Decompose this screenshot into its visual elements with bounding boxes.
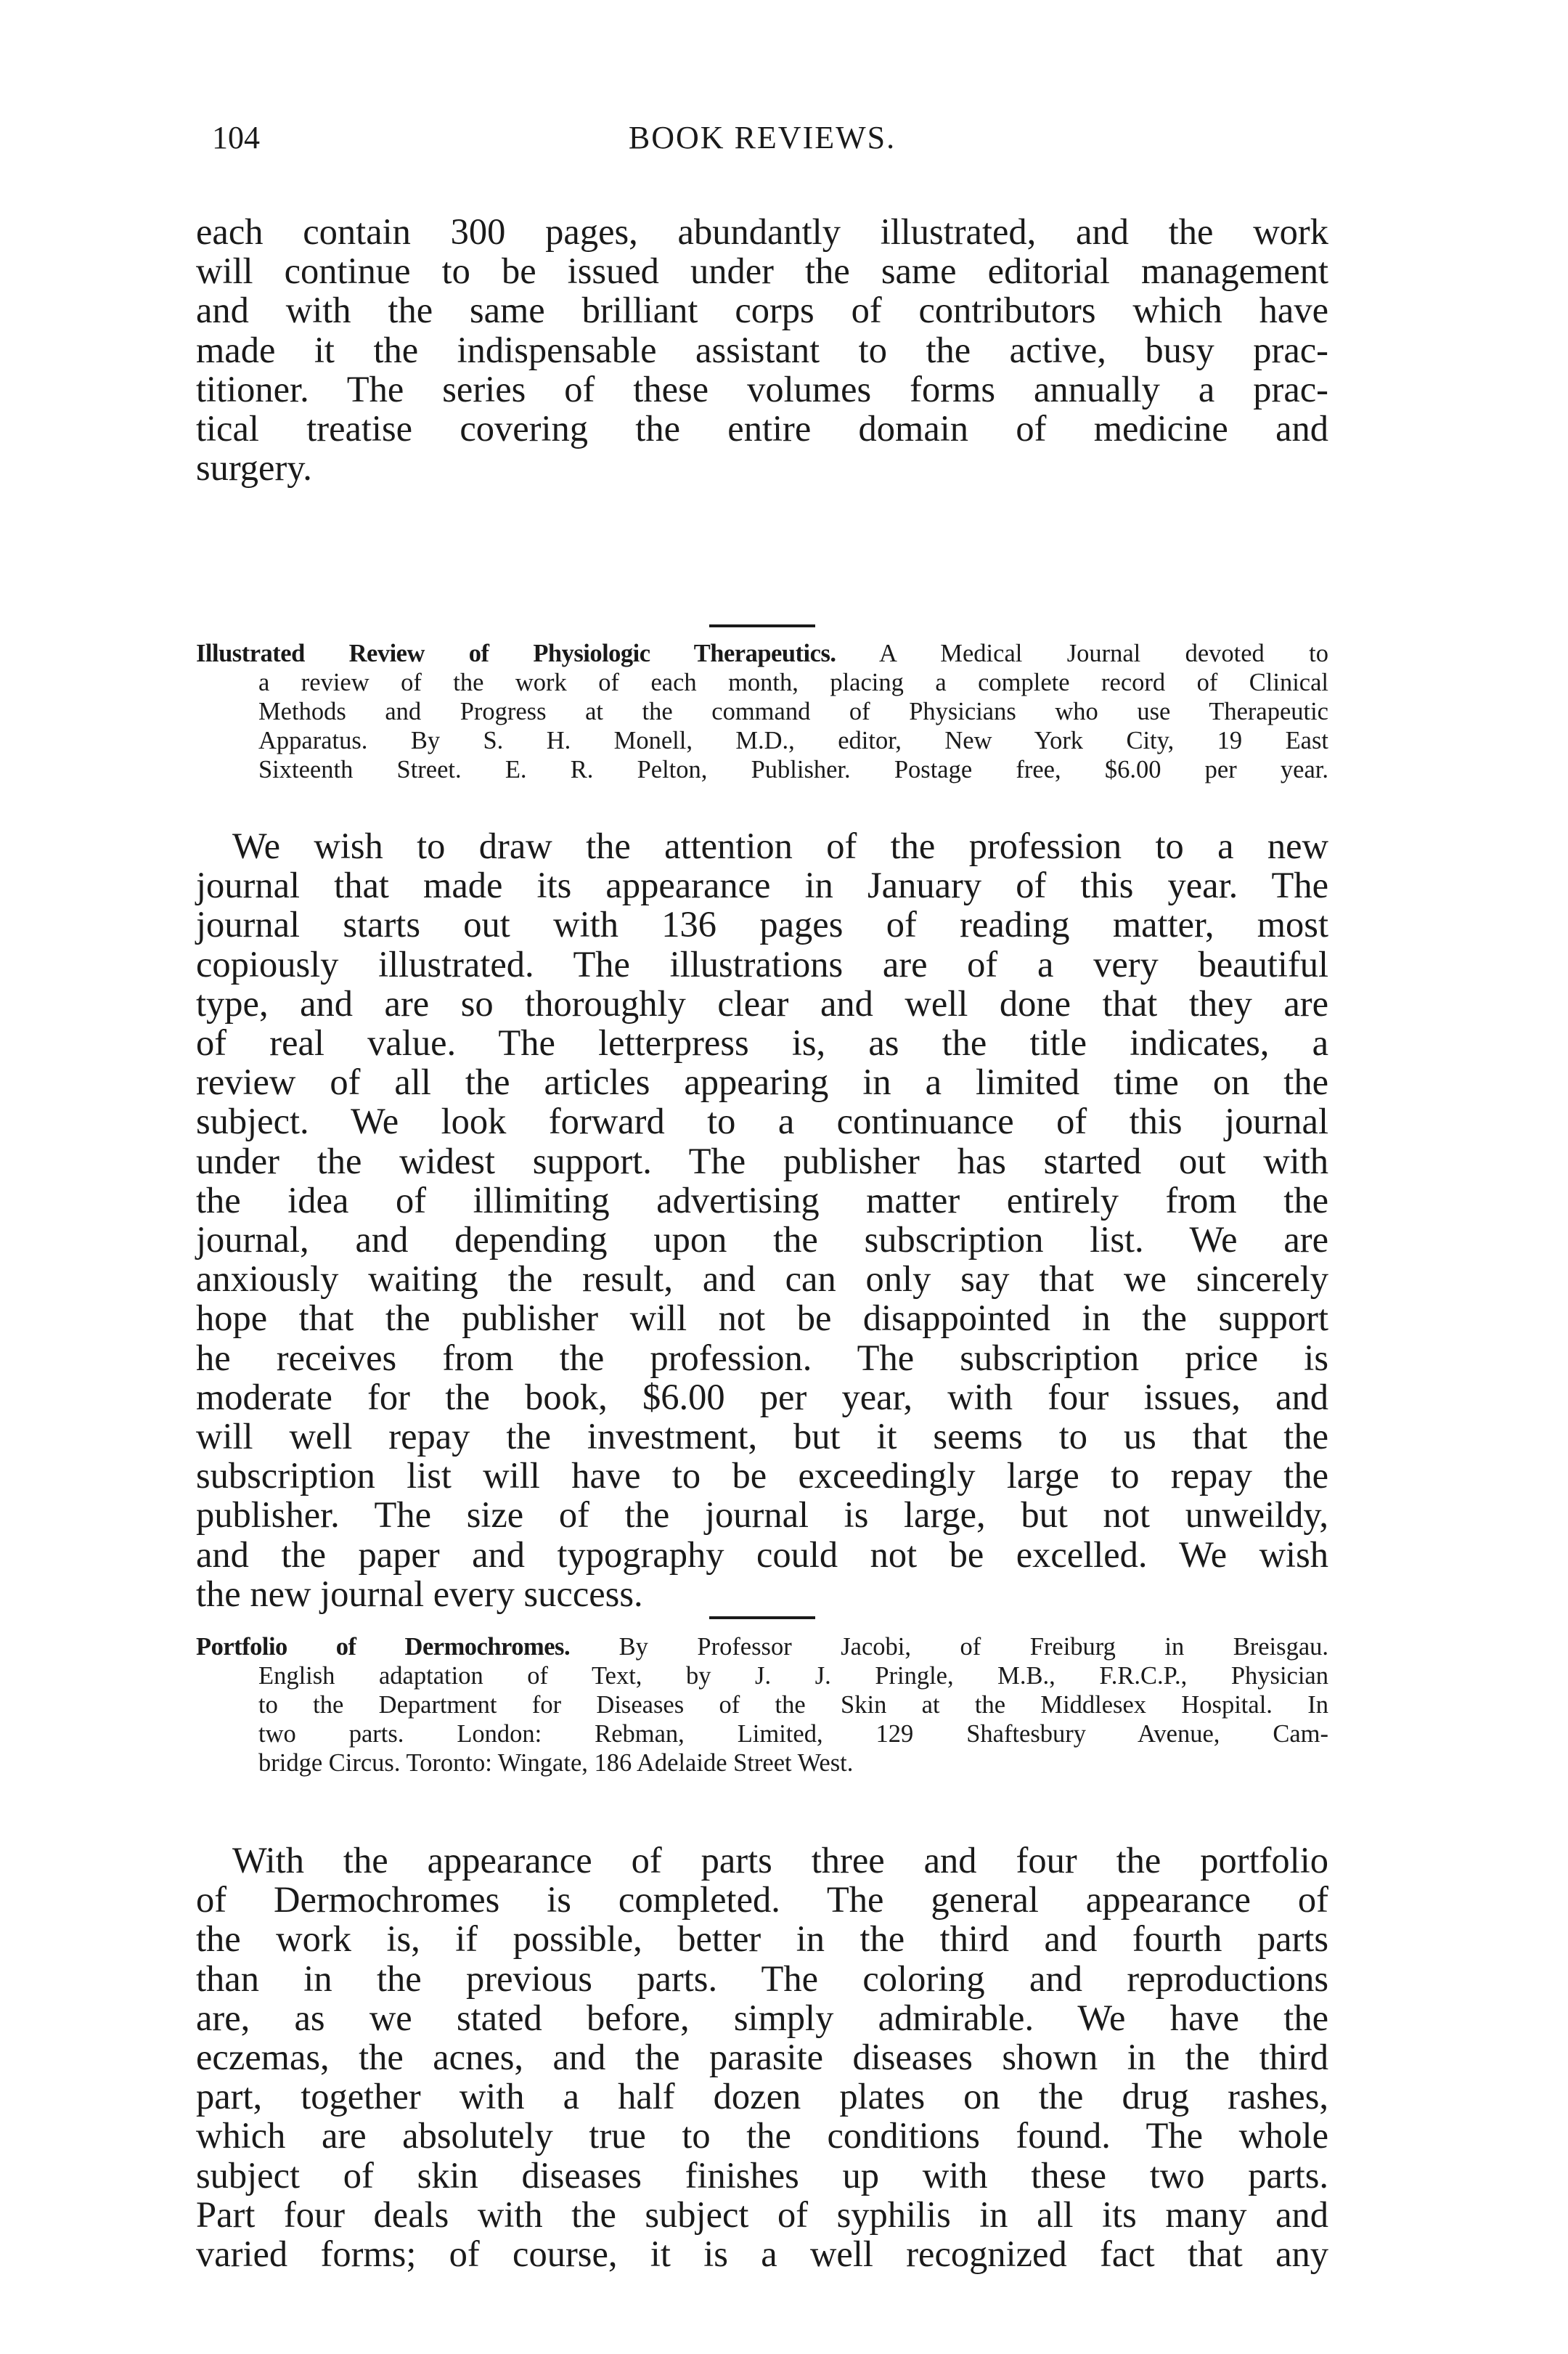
section-divider — [709, 624, 815, 627]
text-line: subject of skin diseases finishes up with these two parts. — [196, 2154, 1328, 2196]
running-header — [196, 109, 1328, 167]
review-paragraph — [196, 826, 1328, 1613]
text-line: the new journal every success. — [196, 1573, 643, 1614]
book-page — [196, 109, 1329, 2275]
text-line: journal that made its appearance in January of this year. The — [196, 865, 1328, 906]
text-line: With the appearance of parts three and four the portfolio — [232, 1840, 1328, 1881]
citation-line: Methods and Progress at the command of Physicians who use Therapeutic — [258, 698, 1328, 725]
citation-line: a review of the work of each month, placing a complete record of Clinical — [258, 669, 1328, 696]
text-line: moderate for the book, $6.00 per year, with four issues, and — [196, 1376, 1328, 1417]
citation-text: By Professor Jacobi, of Freiburg in Breisgau. — [618, 1633, 1329, 1661]
text-line: of real value. The letterpress is, as the title indicates, a — [196, 1022, 1328, 1064]
text-line: varied forms; of course, it is a well recognized fact that any — [196, 2233, 1328, 2275]
text-line: hope that the publisher will not be disappointed in the support — [196, 1298, 1328, 1339]
text-line: We wish to draw the attention of the profession to a new — [232, 826, 1328, 866]
review-paragraph — [196, 1841, 1328, 2273]
citation-title: Portfolio of Dermochromes. — [196, 1633, 571, 1661]
text-line: each contain 300 pages, abundantly illustrated, and the work — [196, 211, 1328, 252]
citation-title: Illustrated Review of Physiologic Therapeutics. — [196, 640, 836, 667]
text-line: of Dermochromes is completed. The general appearance of — [196, 1879, 1328, 1921]
citation-line — [196, 1632, 1328, 1661]
text-line: Part four deals with the subject of syphilis in all its many and — [196, 2194, 1328, 2235]
section-divider — [709, 1616, 815, 1619]
citation-line: two parts. London: Rebman, Limited, 129 Shaftesbury Avenue, Cam- — [258, 1720, 1328, 1748]
text-line: he receives from the profession. The subscription price is — [196, 1337, 1328, 1378]
citation-line — [196, 639, 1328, 668]
text-line: are, as we stated before, simply admirable. We have the — [196, 1997, 1328, 2038]
text-line: made it the indispensable assistant to the active, busy prac- — [196, 329, 1328, 370]
text-line: than in the previous parts. The coloring and reproductions — [196, 1958, 1328, 1999]
text-line: eczemas, the acnes, and the parasite diseases shown in the third — [196, 2037, 1328, 2078]
review-paragraph-continued — [196, 212, 1328, 487]
text-line: which are absolutely true to the conditions found. The whole — [196, 2115, 1328, 2157]
text-line: subject. We look forward to a continuance of this journal — [196, 1101, 1328, 1142]
text-line: subscription list will have to be exceedingly large to repay the — [196, 1455, 1328, 1496]
text-line: the idea of illimiting advertising matter entirely from the — [196, 1179, 1328, 1221]
text-line: journal, and depending upon the subscription list. We are — [196, 1219, 1328, 1261]
citation-line: Sixteenth Street. E. R. Pelton, Publisher. Postage free, $6.00 per year. — [258, 756, 1328, 783]
text-line: surgery. — [196, 447, 312, 489]
text-line: anxiously waiting the result, and can only say that we sincerely — [196, 1258, 1328, 1300]
text-line: tical treatise covering the entire domain of medicine and — [196, 408, 1328, 449]
page-number: 104 — [212, 120, 260, 155]
citation-text: A Medical Journal devoted to — [878, 640, 1328, 667]
citation-line: English adaptation of Text, by J. J. Pringle, M.B., F.R.C.P., Physician — [258, 1662, 1328, 1690]
book-citation — [196, 639, 1328, 784]
text-line: review of all the articles appearing in a limited time on the — [196, 1062, 1328, 1103]
citation-line: Apparatus. By S. H. Monell, M.D., editor, New York City, 19 East — [258, 727, 1328, 754]
book-citation — [196, 1632, 1328, 1777]
citation-line: to the Department for Diseases of the Skin at the Middlesex Hospital. In — [258, 1691, 1328, 1719]
citation-line: bridge Circus. Toronto: Wingate, 186 Adelaide Street West. — [258, 1749, 854, 1777]
text-line: under the widest support. The publisher has started out with — [196, 1140, 1328, 1181]
text-line: publisher. The size of the journal is large, but not unweildy, — [196, 1494, 1328, 1536]
text-line: copiously illustrated. The illustrations are of a very beautiful — [196, 943, 1328, 985]
text-line: the work is, if possible, better in the third and fourth parts — [196, 1918, 1328, 1960]
text-line: will continue to be issued under the same editorial management — [196, 251, 1328, 292]
text-line: and with the same brilliant corps of contributors which have — [196, 290, 1328, 331]
running-title: BOOK REVIEWS. — [628, 120, 897, 155]
text-line: and the paper and typography could not be excelled. We wish — [196, 1534, 1328, 1575]
text-line: titioner. The series of these volumes forms annually a prac- — [196, 368, 1328, 410]
text-line: part, together with a half dozen plates on the drug rashes, — [196, 2076, 1328, 2117]
text-line: journal starts out with 136 pages of reading matter, most — [196, 904, 1328, 945]
text-line: will well repay the investment, but it seems to us that the — [196, 1416, 1328, 1457]
text-line: type, and are so thoroughly clear and well done that they are — [196, 982, 1328, 1024]
